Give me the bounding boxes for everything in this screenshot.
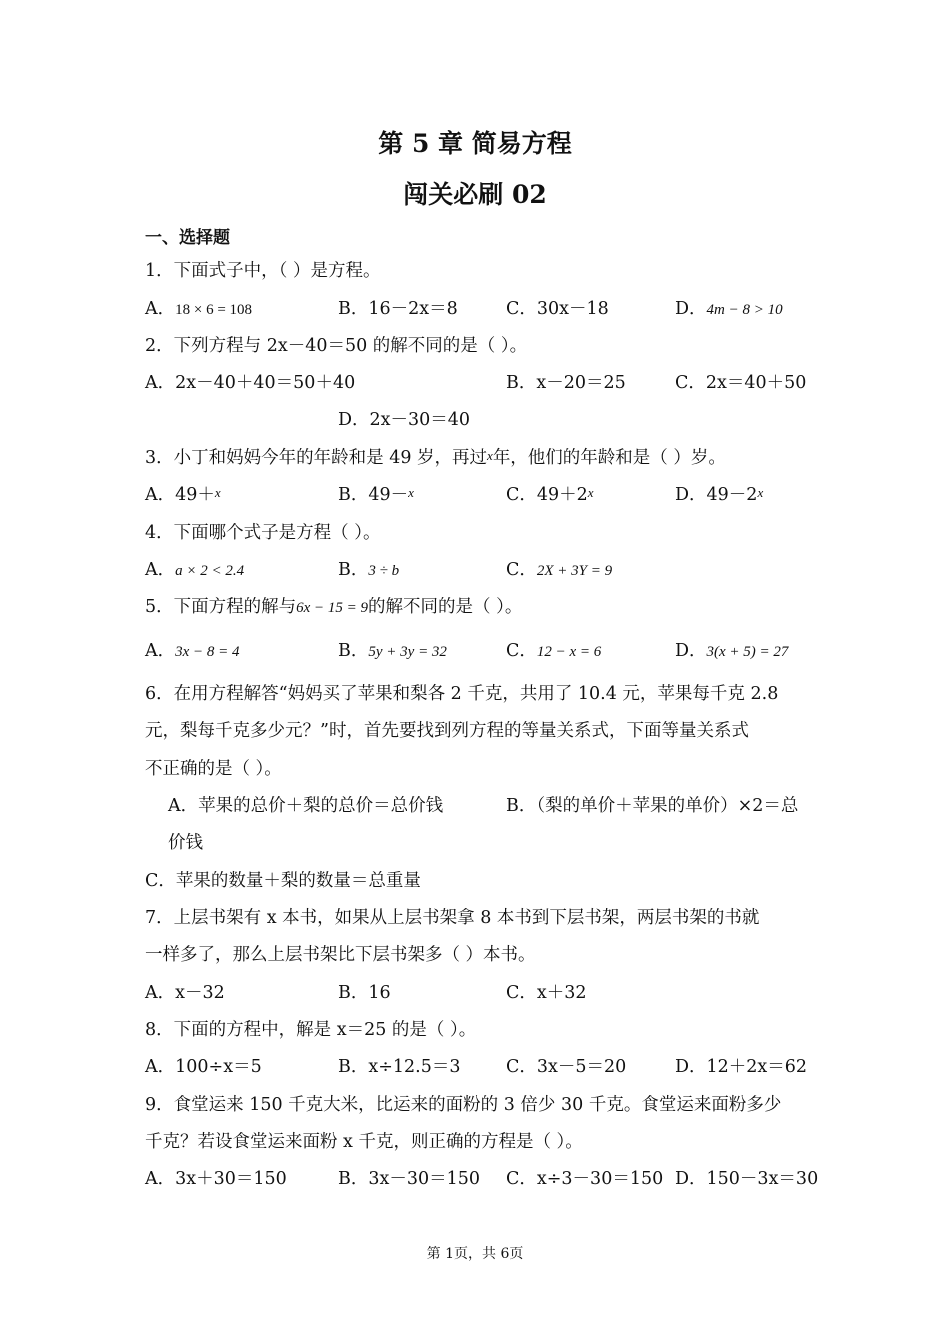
q5-option-c: C．12 − x = 6 bbox=[506, 641, 602, 661]
q7-option-c: C．x＋32 bbox=[506, 983, 587, 1003]
q6-option-b: B．（梨的单价＋苹果的单价）×2＝总 bbox=[506, 796, 799, 816]
question-5-stem: 5．下面方程的解与6x − 15 = 9的解不同的是（ ）。 bbox=[145, 597, 523, 617]
question-6-line-1: 6．在用方程解答“妈妈买了苹果和梨各 2 千克，共用了 10.4 元，苹果每千克 2.8 bbox=[145, 684, 779, 704]
q8-option-a: A．100÷x＝5 bbox=[145, 1057, 262, 1077]
q8-option-b: B．x÷12.5＝3 bbox=[338, 1057, 461, 1077]
q1-option-d: D．4m − 8 > 10 bbox=[675, 299, 783, 319]
q4-option-c: C．2X + 3Y = 9 bbox=[506, 560, 613, 580]
q2-option-c: C．2x＝40＋50 bbox=[675, 373, 807, 393]
q9-option-b: B．3x－30＝150 bbox=[338, 1169, 481, 1189]
q8-option-d: D．12＋2x＝62 bbox=[675, 1057, 808, 1077]
q9-option-c: C．x÷3－30＝150 bbox=[506, 1169, 664, 1189]
q1-option-a: A．18 × 6 = 108 bbox=[145, 299, 253, 319]
q1-option-c: C．30x－18 bbox=[506, 299, 609, 319]
question-4-stem: 4．下面哪个式子是方程（ ）。 bbox=[145, 523, 381, 543]
q2-option-b: B．x－20＝25 bbox=[506, 373, 626, 393]
question-1-stem: 1．下面式子中，（ ）是方程。 bbox=[145, 261, 381, 281]
q2-option-d: D．2x－30＝40 bbox=[338, 410, 471, 430]
page-subtitle: 闯关必刷 02 bbox=[403, 180, 547, 209]
q2-option-a: A．2x－40＋40＝50＋40 bbox=[145, 373, 356, 393]
q1-option-b: B．16－2x＝8 bbox=[338, 299, 458, 319]
page-footer: 第 1页，共 6页 bbox=[426, 1246, 524, 1262]
question-9-line-1: 9．食堂运来 150 千克大米，比运来的面粉的 3 倍少 30 千克。食堂运来面粉多少 bbox=[145, 1095, 782, 1115]
section-heading: 一、选择题 bbox=[145, 228, 230, 248]
q3-option-d: D．49－2x bbox=[675, 485, 764, 505]
q5-option-b: B．5y + 3y = 32 bbox=[338, 641, 447, 661]
question-8-stem: 8．下面的方程中，解是 x＝25 的是（ ）。 bbox=[145, 1020, 477, 1040]
q3-option-b: B．49－x bbox=[338, 485, 414, 505]
q5-option-d: D．3(x + 5) = 27 bbox=[675, 641, 789, 661]
q7-option-b: B．16 bbox=[338, 983, 391, 1003]
question-7-line-2: 一样多了，那么上层书架比下层书架多（ ）本书。 bbox=[145, 945, 536, 965]
q6-option-a: A．苹果的总价＋梨的总价＝总价钱 bbox=[168, 796, 444, 816]
question-7-line-1: 7．上层书架有 x 本书，如果从上层书架拿 8 本书到下层书架，两层书架的书就 bbox=[145, 908, 760, 928]
q5-option-a: A．3x − 8 = 4 bbox=[145, 641, 240, 661]
q9-option-d: D．150－3x＝30 bbox=[675, 1169, 819, 1189]
q8-option-c: C．3x－5＝20 bbox=[506, 1057, 627, 1077]
q6-option-c: C．苹果的数量＋梨的数量＝总重量 bbox=[145, 871, 421, 891]
question-6-line-3: 不正确的是（ ）。 bbox=[145, 759, 282, 779]
q6-option-b-continued: 价钱 bbox=[168, 833, 203, 853]
question-6-line-2: 元，梨每千克多少元？”时，首先要找到列方程的等量关系式，下面等量关系式 bbox=[145, 721, 749, 741]
q4-option-a: A．a × 2 < 2.4 bbox=[145, 560, 245, 580]
question-3-stem: 3．小丁和妈妈今年的年龄和是 49 岁，再过x年，他们的年龄和是（ ）岁。 bbox=[145, 448, 726, 468]
q3-option-c: C．49＋2x bbox=[506, 485, 594, 505]
page-title: 第 5 章 简易方程 bbox=[378, 129, 572, 158]
question-9-line-2: 千克？若设食堂运来面粉 x 千克，则正确的方程是（ ）。 bbox=[145, 1132, 583, 1152]
q9-option-a: A．3x＋30＝150 bbox=[145, 1169, 287, 1189]
q3-option-a: A．49＋x bbox=[145, 485, 221, 505]
question-2-stem: 2．下列方程与 2x－40＝50 的解不同的是（ ）。 bbox=[145, 336, 528, 356]
q7-option-a: A．x－32 bbox=[145, 983, 225, 1003]
q4-option-b: B．3 ÷ b bbox=[338, 560, 400, 580]
